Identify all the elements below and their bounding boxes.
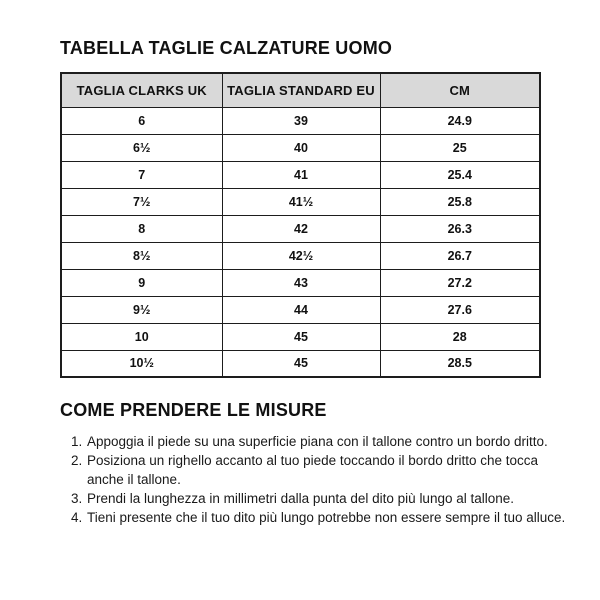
step-text: Prendi la lunghezza in millimetri dalla punta del dito più lungo al tallone. (87, 491, 515, 506)
list-item (86, 489, 578, 508)
measure-section-heading: COME PRENDERE LE MISURE (60, 400, 327, 420)
cell-eu: 39 (222, 107, 380, 134)
column-header-uk: TAGLIA CLARKS UK (61, 73, 222, 107)
table-row (61, 269, 540, 296)
cell-uk: 8 (61, 215, 222, 242)
size-table (60, 72, 541, 378)
table-row (61, 107, 540, 134)
cell-cm: 25 (380, 134, 540, 161)
cell-cm: 28 (380, 323, 540, 350)
cell-eu: 41 (222, 161, 380, 188)
step-text: Posiziona un righello accanto al tuo piede toccando il bordo dritto che tocca anche il tallone. (87, 453, 539, 487)
table-row (61, 350, 540, 377)
size-table-header-row (61, 73, 540, 107)
cell-uk: 10 (61, 323, 222, 350)
column-header-cm: CM (380, 73, 540, 107)
step-text: Tieni presente che il tuo dito più lungo potrebbe non essere sempre il tuo alluce. (87, 510, 566, 525)
cell-uk: 9 (61, 269, 222, 296)
table-row (61, 161, 540, 188)
cell-eu: 41½ (222, 188, 380, 215)
table-row (61, 323, 540, 350)
page-title: TABELLA TAGLIE CALZATURE UOMO (60, 38, 393, 58)
table-row (61, 296, 540, 323)
cell-uk: 10½ (61, 350, 222, 377)
cell-cm: 26.7 (380, 242, 540, 269)
cell-eu: 40 (222, 134, 380, 161)
cell-uk: 6½ (61, 134, 222, 161)
size-table-body (61, 107, 540, 377)
cell-uk: 8½ (61, 242, 222, 269)
cell-cm: 27.6 (380, 296, 540, 323)
cell-cm: 26.3 (380, 215, 540, 242)
column-header-eu: TAGLIA STANDARD EU (222, 73, 380, 107)
measure-steps-list (86, 432, 578, 527)
cell-eu: 45 (222, 350, 380, 377)
cell-uk: 9½ (61, 296, 222, 323)
cell-cm: 25.4 (380, 161, 540, 188)
size-table-head (61, 73, 540, 107)
cell-cm: 25.8 (380, 188, 540, 215)
cell-eu: 42½ (222, 242, 380, 269)
cell-uk: 6 (61, 107, 222, 134)
cell-cm: 24.9 (380, 107, 540, 134)
table-row (61, 134, 540, 161)
table-row (61, 242, 540, 269)
cell-eu: 44 (222, 296, 380, 323)
cell-uk: 7½ (61, 188, 222, 215)
step-text: Appoggia il piede su una superficie piana con il tallone contro un bordo dritto. (87, 434, 548, 449)
cell-uk: 7 (61, 161, 222, 188)
cell-eu: 42 (222, 215, 380, 242)
cell-eu: 43 (222, 269, 380, 296)
cell-cm: 28.5 (380, 350, 540, 377)
list-item (86, 432, 578, 451)
table-row (61, 188, 540, 215)
cell-eu: 45 (222, 323, 380, 350)
table-row (61, 215, 540, 242)
list-item (86, 451, 578, 489)
list-item (86, 508, 578, 527)
cell-cm: 27.2 (380, 269, 540, 296)
